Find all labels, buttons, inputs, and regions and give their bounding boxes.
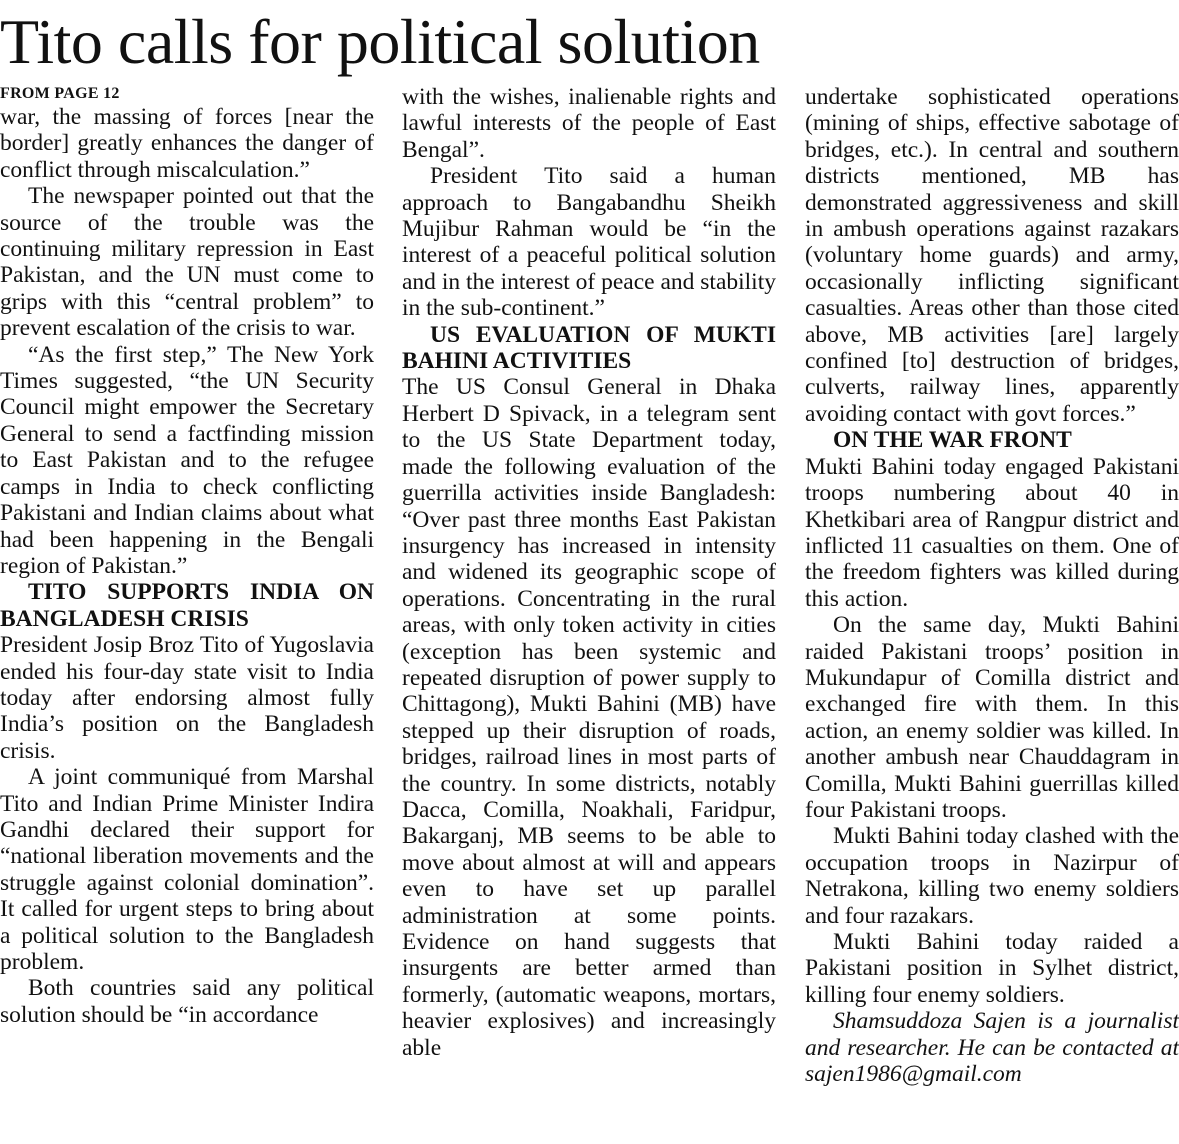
paragraph: On the same day, Mukti Bahini raided Pakistani troops’ position in Mukundapur of Comilla district and exchanged fire with them. In this action, an enemy soldier was killed. In another ambush near Chauddagram in Comilla, Mukti Bahini guerrillas killed four Pakistani troops.	[805, 612, 1179, 823]
paragraph: President Josip Broz Tito of Yugoslavia ended his four-day state visit to India today after endorsing almost fully India’s position on the Bangladesh crisis.	[0, 632, 374, 764]
author-byline: Shamsuddoza Sajen is a journalist and researcher. He can be contacted at sajen1986@gmail.com	[805, 1008, 1179, 1088]
subheading-war-front: ON THE WAR FRONT	[833, 427, 1072, 454]
paragraph: Mukti Bahini today clashed with the occupation troops in Nazirpur of Netrakona, killing two enemy soldiers and four razakars.	[805, 823, 1179, 929]
subheading-us-evaluation: US EVALUATION OF MUKTI BAHINI ACTIVITIES	[402, 321, 776, 375]
paragraph: Both countries said any political solution should be “in accordance	[0, 975, 374, 1028]
paragraph: “As the first step,” The New York Times suggested, “the UN Security Council might empower the Secretary General to send a factfinding mission to East Pakistan and to the refugee camps in India to check conflicting Pakistani and Indian claims about what had been happening in the Bengali region of Pakistan.”	[0, 341, 374, 579]
headline: Tito calls for political solution	[0, 6, 760, 77]
article-column-1	[0, 84, 374, 1028]
paragraph: The US Consul General in Dhaka Herbert D Spivack, in a telegram sent to the US State Department today, made the following evaluation of the guerrilla activities inside Bangladesh: “Over past three months East Pakistan insurgency has increased in intensity and widened its geographic scope of operations. Concentrating in the rural areas, with only token activity in cities (exception has been systemic and repeated disruption of power supply to Chittagong), Mukti Bahini (MB) have stepped up their disruption of roads, bridges, railroad lines in most parts of the country. In some districts, notably Dacca, Comilla, Noakhali, Faridpur, Bakarganj, MB seems to be able to move about almost at will and appears even to have set up parallel administration at some points. Evidence on hand suggests that insurgents are better armed than formerly, (automatic weapons, mortars, heavier explosives) and increasingly able	[402, 374, 776, 1061]
article-column-3	[805, 84, 1179, 1087]
paragraph: The newspaper pointed out that the source of the trouble was the continuing military repression in East Pakistan, and the UN must come to grips with this “central problem” to prevent escalation of the crisis to war.	[0, 183, 374, 342]
paragraph: undertake sophisticated operations (mining of ships, effective sabotage of bridges, etc.). In central and southern districts mentioned, MB has demonstrated aggressiveness and skill in ambush operations against razakars (voluntary home guards) and army, occasionally inflicting significant casualties. Areas other than those cited above, MB activities [are] largely confined [to] destruction of bridges, culverts, railway lines, apparently avoiding contact with govt forces.”	[805, 84, 1179, 427]
paragraph: war, the massing of forces [near the border] greatly enhances the danger of conflict through miscalculation.”	[0, 104, 374, 183]
paragraph: President Tito said a human approach to Bangabandhu Sheikh Mujibur Rahman would be “in the interest of a peaceful political solution and in the interest of peace and stability in the sub-continent.”	[402, 163, 776, 322]
from-page-label: FROM PAGE 12	[0, 85, 120, 102]
article-column-2	[402, 84, 776, 1061]
paragraph: Mukti Bahini today engaged Pakistani troops numbering about 40 in Khetkibari area of Rangpur district and inflicted 11 casualties on them. One of the freedom fighters was killed during this action.	[805, 453, 1179, 612]
paragraph: A joint communiqué from Marshal Tito and Indian Prime Minister Indira Gandhi declared their support for “national liberation movements and the struggle against colonial domination”. It called for urgent steps to bring about a political solution to the Bangladesh problem.	[0, 764, 374, 975]
subheading-tito-supports-india: TITO SUPPORTS INDIA ON BANGLADESH CRISIS	[0, 579, 374, 632]
paragraph: with the wishes, inalienable rights and lawful interests of the people of East Bengal”.	[402, 84, 776, 163]
paragraph: Mukti Bahini today raided a Pakistani position in Sylhet district, killing four enemy soldiers.	[805, 929, 1179, 1008]
